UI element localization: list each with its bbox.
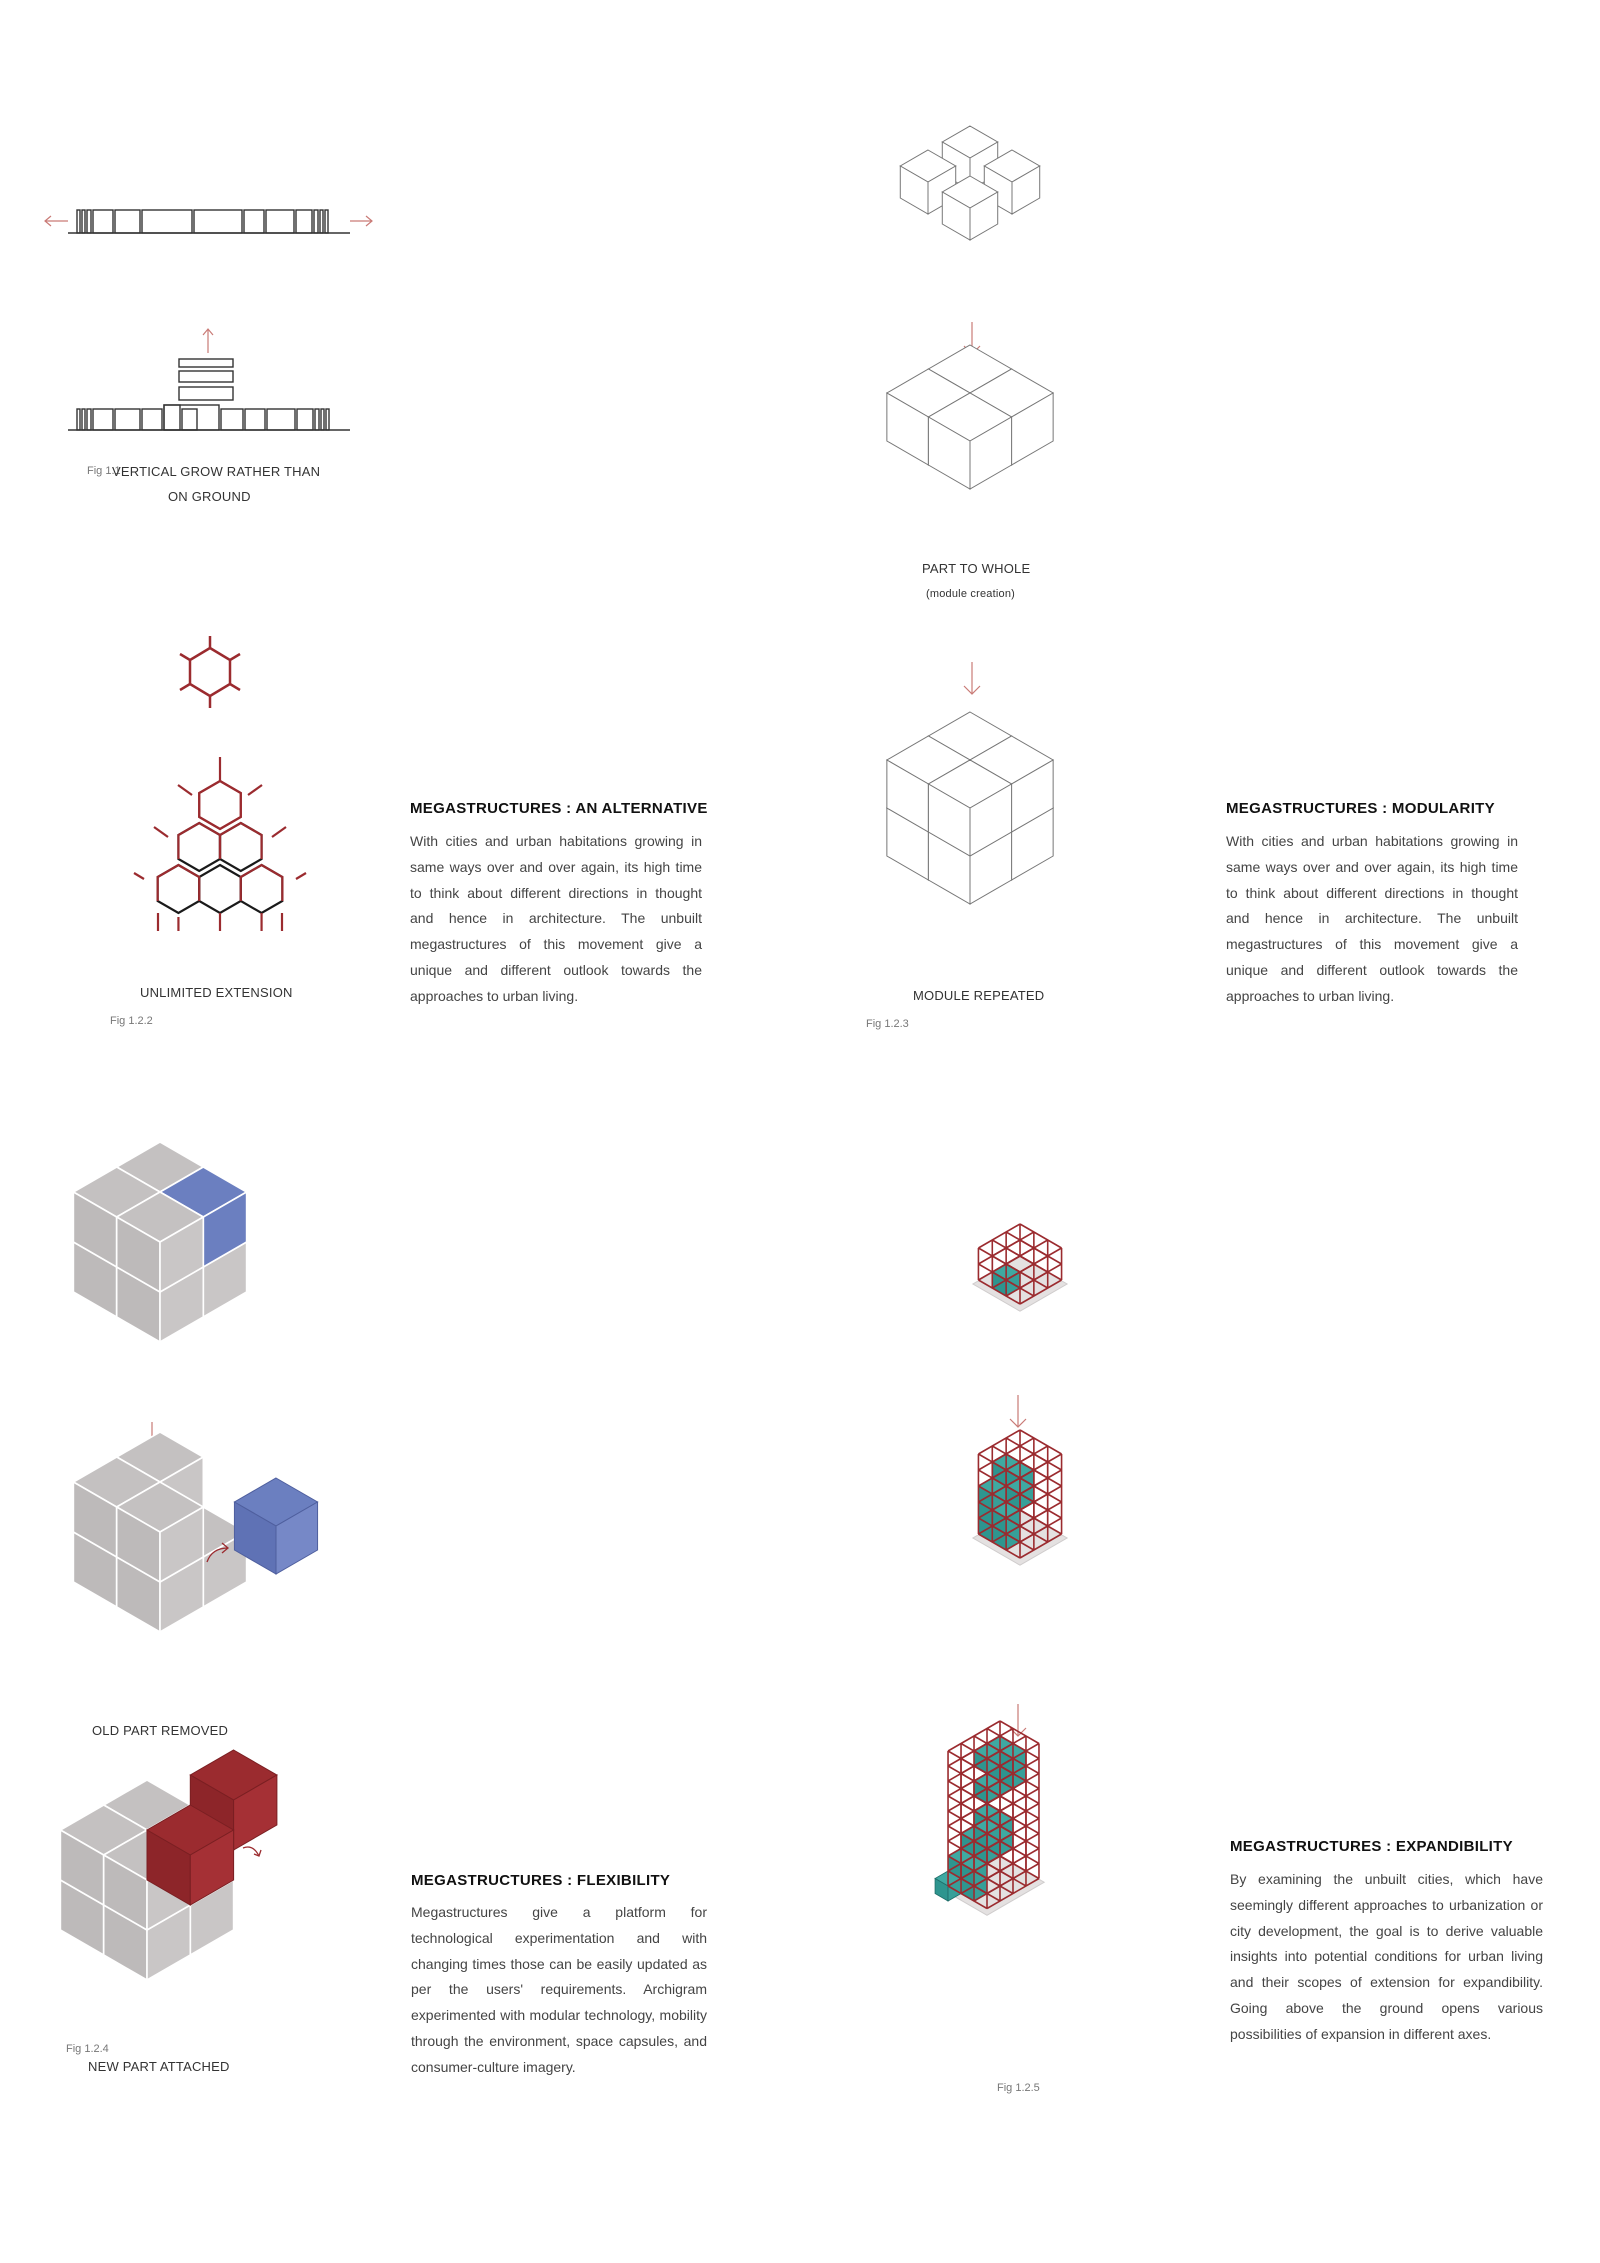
arrow-left-icon	[45, 216, 68, 226]
vertical-growth-diagram	[40, 325, 380, 435]
hexagon-edge	[158, 865, 200, 901]
arrow-down-icon	[960, 660, 984, 696]
hexagon-edge	[220, 823, 262, 859]
fig-1-1-label: Fig 1.1	[87, 465, 121, 477]
arrow-up-icon	[203, 329, 213, 353]
fig-1-1-caption-line1: VERTICAL GROW RATHER THAN	[112, 464, 321, 479]
module-creation-caption: (module creation)	[926, 588, 1015, 600]
modularity-body: With cities and urban habitations growing in same ways over and over again, its high time to think about different directions in thought and hence in architecture. The unbuilt megastructures of this movement give a unique and different outlook towards the approaches to urban living.	[1226, 833, 1518, 1004]
flexibility-heading: MEGASTRUCTURES : FLEXIBILITY	[411, 1872, 671, 1889]
hexagon-edge	[241, 865, 283, 901]
cube-module-diagram	[870, 375, 1070, 535]
hexagon-spoke	[134, 873, 144, 879]
grid-frame-3-diagram	[905, 1800, 1105, 2065]
hexagon-spoke	[272, 827, 286, 837]
cube-repeated-diagram	[870, 740, 1070, 970]
old-part-removed-caption: OLD PART REMOVED	[92, 1723, 229, 1738]
fig-1-2-5-label: Fig 1.2.5	[997, 2082, 1040, 2094]
fig-1-2-2-caption: UNLIMITED EXTENSION	[140, 985, 293, 1000]
grid-frame-1-diagram	[940, 1210, 1100, 1345]
fig-1-2-3-label: Fig 1.2.3	[866, 1018, 909, 1030]
fig-1-1-caption-line2: ON GROUND	[168, 489, 251, 504]
hexagon-extension-diagram	[130, 755, 310, 945]
arrow-down-icon	[1006, 1702, 1030, 1738]
expandibility-heading: MEGASTRUCTURES : EXPANDIBILITY	[1230, 1838, 1513, 1855]
module-repeated-caption: MODULE REPEATED	[913, 988, 1045, 1003]
hexagon-spoke	[296, 873, 306, 879]
flexibility-body: Megastructures give a platform for technological experimentation and with changing times those can be easily updated as per the users' requirements. Archigram experimented with modular technology, mobility through the environment, space capsules, and consumer-culture imagery.	[411, 1904, 707, 2075]
wire-repeated	[887, 712, 1053, 904]
wire-module	[887, 345, 1053, 489]
cube-cluster-removed-diagram	[60, 1470, 340, 1700]
alternative-heading: MEGASTRUCTURES : AN ALTERNATIVE	[410, 800, 708, 817]
new-part-attached-caption: NEW PART ATTACHED	[88, 2059, 230, 2074]
fig-1-2-4-label: Fig 1.2.4	[66, 2043, 109, 2055]
fig-1-2-2-label: Fig 1.2.2	[110, 1015, 153, 1027]
hexagon-cell-top	[199, 781, 241, 829]
part-to-whole-caption: PART TO WHOLE	[922, 561, 1031, 576]
alternative-body: With cities and urban habitations growing in same ways over and over again, its high time to think about different directions in thought and hence in architecture. The unbuilt megastructures of this movement give a unique and different outlook towards the approaches to urban living.	[410, 833, 702, 1004]
cube-parts-diagram	[870, 140, 1070, 290]
hexagon-module-diagram	[160, 630, 260, 730]
expandibility-body: By examining the unbuilt cities, which have seemingly different approaches to urbanization or city development, the goal is to derive valuable insights into potential conditions for urban living and their scopes of extension for expandibility. Going above the ground opens various possibilities of expansion in different axes.	[1230, 1871, 1543, 2042]
cube-cluster-attached-diagram	[55, 1800, 295, 2040]
grid-frame-2-diagram	[940, 1480, 1100, 1655]
hexagon-spoke	[178, 785, 192, 795]
hexagon-spoke	[154, 827, 168, 837]
arrow-right-icon	[350, 216, 372, 226]
hexagon-cell	[199, 865, 241, 913]
modularity-heading: MEGASTRUCTURES : MODULARITY	[1226, 800, 1495, 817]
hexagon-spoke	[248, 785, 262, 795]
arrow-down-icon	[1006, 1393, 1030, 1429]
horizontal-growth-diagram	[40, 200, 380, 250]
hexagon-edge	[178, 823, 220, 859]
cube-cluster-blue-diagram	[60, 1180, 260, 1390]
